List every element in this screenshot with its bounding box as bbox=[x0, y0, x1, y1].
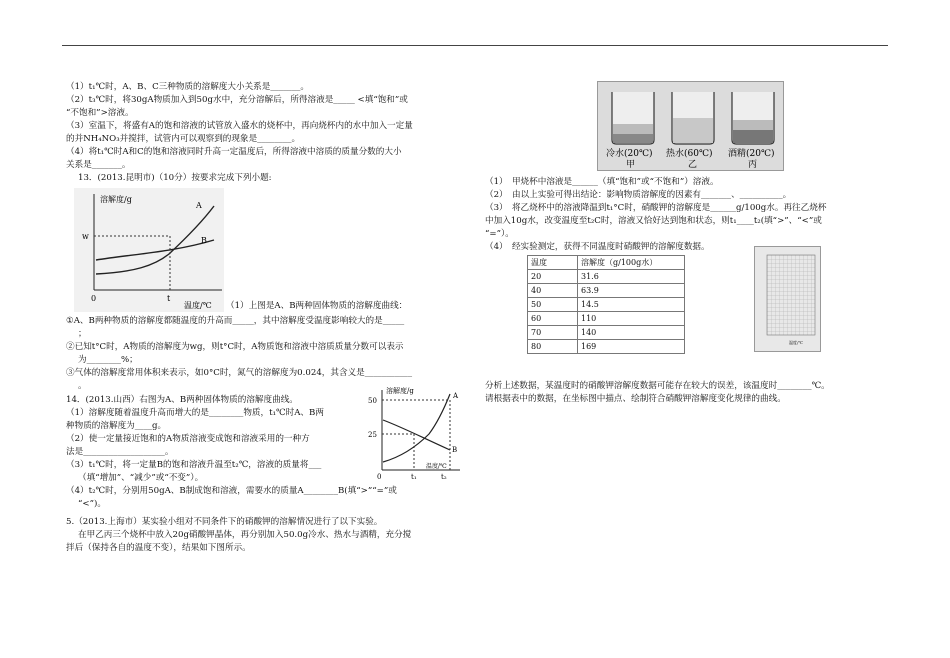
header-solubility: 溶解度（g/100g水） bbox=[578, 256, 685, 270]
blank-grid bbox=[755, 247, 820, 351]
table-cell: 169 bbox=[578, 340, 685, 354]
table-cell: 40 bbox=[528, 284, 578, 298]
q14-lines bbox=[66, 394, 397, 511]
q14-curve-b-label: B bbox=[452, 446, 458, 454]
solubility-table bbox=[527, 255, 685, 354]
beakers-photo bbox=[597, 81, 784, 171]
q14-title: 14．(2013.山西）右图为A、B两种固体物质的溶解度曲线。 bbox=[66, 395, 298, 405]
q14-t1: t₁ bbox=[411, 473, 417, 481]
q14-sub1: （1）溶解度随着温度升高而增大的是________物质，t₁℃时A、B两 bbox=[66, 408, 324, 418]
table-row bbox=[528, 298, 685, 312]
r-line-2: （2） 由以上实验可得出结论：影响物质溶解度的因素有_______、__________。 bbox=[485, 190, 792, 200]
q13-solubility-chart bbox=[74, 188, 224, 312]
q14-sub2: （2）使一定量接近饱和的A物质溶液变成饱和溶液采用的一种方 bbox=[66, 434, 310, 444]
q3-line-cont: 的并NH₄NO₃并搅拌，试管内可以观察到的现象是________。 bbox=[66, 134, 301, 144]
table-cell: 140 bbox=[578, 326, 685, 340]
right-questions bbox=[485, 176, 826, 254]
q13-line-1-cont: ； bbox=[78, 329, 87, 339]
q13-line-2: ②已知t°C时，A物质的溶解度为wg，则t°C时，A物质饱和溶液中溶质质量分数可以表示 bbox=[66, 342, 404, 352]
q13-title: 13．(2013.昆明市)（10分）按要求完成下列小题: bbox=[78, 173, 272, 183]
q5-desc-cont: 拌后（保持各自的温度不变），结果如下图所示。 bbox=[66, 543, 251, 553]
right-after bbox=[485, 380, 830, 406]
beaker-1-name: 甲 bbox=[626, 160, 636, 170]
beaker-1 bbox=[612, 92, 654, 144]
q14-origin: 0 bbox=[377, 473, 382, 481]
header-temp: 温度 bbox=[528, 256, 578, 270]
r-line-3-cont: 中加入10g水，改变温度至t₂C时，溶液又恰好达到饱和状态，则t₁____t₂(填“>”、“<”或 bbox=[485, 216, 822, 226]
table-cell: 110 bbox=[578, 312, 685, 326]
r-line-3-cont2: “=”）。 bbox=[485, 229, 514, 239]
q14-sub4-cont: “<”)。 bbox=[78, 499, 106, 509]
q2-line-cont: “不饱和”>溶液。 bbox=[66, 108, 134, 118]
q14-sub2-cont: 法是___________________。 bbox=[66, 447, 174, 457]
beakers-illustration bbox=[598, 82, 783, 170]
beaker-2-label: 热水(60℃) bbox=[666, 149, 713, 159]
q14-ylabel: 溶解度/g bbox=[386, 387, 414, 395]
table-cell: 60 bbox=[528, 312, 578, 326]
beaker-3-name: 丙 bbox=[748, 160, 758, 170]
table-row bbox=[528, 340, 685, 354]
q4-line-cont: 关系是_______。 bbox=[66, 160, 131, 170]
q5-title: 5.（2013.上海市）某实验小组对不同条件下的硝酸钾的溶解情况进行了以下实验。 bbox=[66, 517, 383, 527]
grid-xlabel: 温度/℃ bbox=[789, 340, 803, 345]
q2-line: （2）t₃℃时，将30gA物质加入到50g水中，充分溶解后，所得溶液是_____ <填“饱和”或 bbox=[66, 95, 408, 105]
table-cell: 63.9 bbox=[578, 284, 685, 298]
q13-lines bbox=[66, 315, 412, 393]
table-cell: 20 bbox=[528, 270, 578, 284]
q14-y50: 50 bbox=[368, 397, 377, 405]
q13-ylabel: 溶解度/g bbox=[100, 195, 132, 204]
q13-w-label: w bbox=[82, 232, 89, 241]
q1-line: （1）t₁℃时，A、B、C三种物质的溶解度大小关系是_______。 bbox=[66, 82, 310, 92]
r-line-4: （4） 经实验测定，获得不同温度时硝酸钾的溶解度数据。 bbox=[485, 242, 710, 252]
question-part-1 bbox=[66, 81, 413, 172]
r-after-1: 分析上述数据，某温度时的硝酸钾溶解度数据可能存在较大的误差，该温度时________℃。 bbox=[485, 381, 830, 391]
blank-grid-photo bbox=[754, 246, 821, 352]
q13-line-2-cont: 为________%； bbox=[78, 355, 138, 365]
q14-sub3: （3）t₁℃时，将一定量B的饱和溶液升温至t₂℃，溶液的质量将___ bbox=[66, 460, 322, 470]
table-row bbox=[528, 284, 685, 298]
q14-t2: t₂ bbox=[441, 473, 447, 481]
r-line-3: （3） 将乙烧杯中的溶液降温到t₁°C时，硝酸钾的溶解度是______g/100g水。再往乙烧杯 bbox=[485, 203, 827, 213]
table-row bbox=[528, 270, 685, 284]
q14-sub3-cont: （填“增加”、“减少”或“不变”）。 bbox=[78, 473, 204, 483]
table-row bbox=[528, 326, 685, 340]
q13-t-label: t bbox=[167, 294, 171, 303]
q14-y25: 25 bbox=[368, 431, 377, 439]
q14-sub1-cont: 种物质的溶解度为____g。 bbox=[66, 421, 167, 431]
r-line-1: （1） 甲烧杯中溶液是______（填“饱和”或“不饱和”）溶液。 bbox=[485, 177, 719, 187]
q13-line-3-cont: 。 bbox=[78, 381, 87, 391]
beaker-3-label: 酒精(20℃) bbox=[728, 149, 775, 159]
table-cell: 50 bbox=[528, 298, 578, 312]
q5-lines bbox=[66, 516, 411, 555]
beaker-1-label: 冷水(20℃) bbox=[606, 149, 653, 159]
q14-curve-a-label: A bbox=[453, 392, 459, 400]
q3-line: （3）室温下，将盛有A的饱和溶液的试管放入盛水的烧杯中，再向烧杯内的水中加入一定量 bbox=[66, 121, 413, 131]
q14-solubility-chart bbox=[364, 384, 464, 482]
q5-desc: 在甲乙丙三个烧杯中放入20g硝酸钾晶体，再分别加入50.0g冷水、热水与酒精，充分搅 bbox=[78, 530, 412, 540]
beaker-2 bbox=[672, 92, 714, 144]
beaker-2-name: 乙 bbox=[688, 160, 698, 170]
table-cell: 14.5 bbox=[578, 298, 685, 312]
curve-a bbox=[383, 394, 450, 462]
table-cell: 31.6 bbox=[578, 270, 685, 284]
table-cell: 80 bbox=[528, 340, 578, 354]
q13-curve-a-label: A bbox=[196, 201, 202, 210]
table-header-row bbox=[528, 256, 685, 270]
q14-xlabel: 温度/℃ bbox=[426, 463, 447, 470]
header-rule bbox=[62, 45, 888, 46]
q13-line-3: ③气体的溶解度常用体积来表示，如0°C时，氮气的溶解度为0.024，其含义是___________ bbox=[66, 368, 413, 378]
table-cell: 70 bbox=[528, 326, 578, 340]
table-row bbox=[528, 312, 685, 326]
r-after-2: 请根据表中的数据，在坐标图中描点、绘制符合硝酸钾溶解度变化规律的曲线。 bbox=[485, 394, 786, 404]
q4-line: （4）将t₁℃时A和C的饱和溶液同时升高一定温度后，所得溶液中溶质的质量分数的大小 bbox=[66, 147, 402, 157]
q13-sub1: （1）上图是A、B两种固体物质的溶解度曲线： bbox=[226, 301, 408, 311]
q13-origin: 0 bbox=[91, 294, 97, 303]
beaker-3 bbox=[732, 92, 774, 144]
q13-line-1: ①A、B两种物质的溶解度都随温度的升高而_____，其中溶解度受温度影响较大的是_____ bbox=[66, 316, 405, 326]
q14-sub4: （4）t₂℃时，分别用50gA、B制成饱和溶液，需要水的质量A________B(填“>”“=”或 bbox=[66, 486, 397, 496]
q13-xlabel: 温度/℃ bbox=[184, 301, 212, 310]
q13-curve-b-label: B bbox=[201, 236, 207, 245]
